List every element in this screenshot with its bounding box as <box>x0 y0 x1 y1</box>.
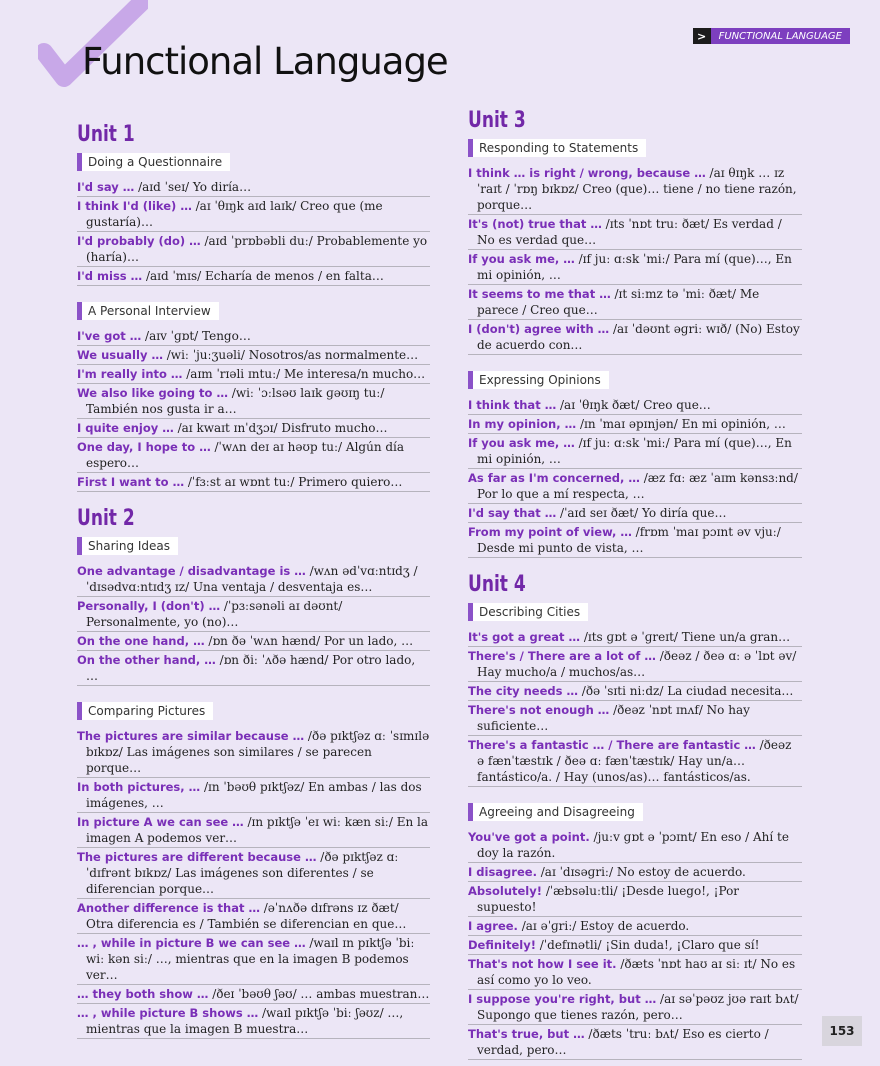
phrase-translation: /aɪ əˈɡriː/ Estoy de acuerdo. <box>517 919 690 933</box>
phrase-entry <box>77 562 430 597</box>
phrase-entry <box>468 469 802 504</box>
phrase-text: I'd miss … <box>77 269 143 283</box>
phrase-text: I disagree. <box>468 865 537 879</box>
phrase-translation: /wiː ˈɔːlsəʊ laɪk ɡəʊɪŋ tuː/ También nos gusta ir a… <box>86 386 385 416</box>
phrase-translation: /ðeɪ ˈbəʊθ ʃəʊ/ … ambas muestran… <box>208 987 430 1001</box>
phrase-text: I quite enjoy … <box>77 421 174 435</box>
phrase-translation: /ɒn ðiː ˈʌðə hænd/ Por otro lado, … <box>86 653 416 683</box>
page-title: Functional Language <box>82 40 448 83</box>
phrase-entry <box>77 813 430 848</box>
phrase-translation: /ɪf juː ɑːsk ˈmiː/ Para mí (que)…, En mi opinión, … <box>477 252 792 282</box>
phrase-entry <box>468 955 802 990</box>
phrase-text: In both pictures, … <box>77 780 201 794</box>
phrase-entry <box>77 597 430 632</box>
phrase-translation: /aɪ ˈθɪŋk ðæt/ Creo que… <box>556 398 711 412</box>
phrase-translation: /ɪts ɡɒt ə ˈɡreɪt/ Tiene un/a gran… <box>580 630 791 644</box>
phrase-translation: /ðeəz / ðeə ɑː ə ˈlɒt əv/ Hay mucho/a / muchos/as… <box>477 649 797 679</box>
phrase-translation: /aɪv ˈɡɒt/ Tengo… <box>141 329 251 343</box>
phrase-text: I'm really into … <box>77 367 183 381</box>
phrase-translation: /ˈfɜːst aɪ wɒnt tuː/ Primero quiero… <box>184 475 403 489</box>
phrase-entry <box>77 632 430 651</box>
phrase-text: First I want to … <box>77 475 185 489</box>
phrase-translation: /ɪn ˈmaɪ əpɪnjən/ En mi opinión, … <box>576 417 786 431</box>
phrase-translation: /aɪ səˈpəʊz jʊə raɪt bʌt/ Supongo que tienes razón, pero… <box>477 992 799 1022</box>
phrase-entry <box>468 1025 802 1060</box>
phrase-text: I suppose you're right, but … <box>468 992 657 1006</box>
section-group <box>468 601 802 1060</box>
phrase-entry <box>77 985 430 1004</box>
phrase-text: The pictures are similar because … <box>77 729 305 743</box>
phrase-translation: /aɪ ˈθɪŋk aɪd laɪk/ Creo que (me gustaría)… <box>86 199 383 229</box>
phrase-entry <box>468 215 802 250</box>
section-label: Doing a Questionnaire <box>77 153 230 171</box>
phrase-entry <box>468 863 802 882</box>
phrase-text: That's not how I see it. <box>468 957 617 971</box>
phrase-entry <box>77 346 430 365</box>
unit-heading: Unit 1 <box>77 122 135 147</box>
phrase-text: If you ask me, … <box>468 252 575 266</box>
phrase-text: We also like going to … <box>77 386 228 400</box>
phrase-entry <box>77 438 430 473</box>
phrase-translation: /aɪd ˈmɪs/ Echaría de menos / en falta… <box>142 269 384 283</box>
phrase-entry <box>77 384 430 419</box>
section-label: Agreeing and Disagreeing <box>468 803 643 821</box>
phrase-entry <box>468 701 802 736</box>
phrase-translation: /waɪl pɪktʃə ˈbiː ʃəʊz/ …, mientras que la imagen B muestra… <box>86 1006 404 1036</box>
phrase-text: The city needs … <box>468 684 578 698</box>
phrase-entry <box>77 727 430 778</box>
phrase-text: It's got a great … <box>468 630 581 644</box>
phrase-translation: /aɪm ˈrɪəli ɪntuː/ Me interesa/n mucho… <box>182 367 426 381</box>
chevron-right-icon: > <box>693 28 711 44</box>
phrase-entry <box>468 250 802 285</box>
phrase-entry <box>77 232 430 267</box>
phrase-entry <box>77 934 430 985</box>
phrase-text: I think … is right / wrong, because … <box>468 166 706 180</box>
phrase-entry <box>468 828 802 863</box>
phrase-text: … , while in picture B we can see … <box>77 936 306 950</box>
phrase-text: I (don't) agree with … <box>468 322 610 336</box>
phrase-entry <box>77 899 430 934</box>
phrase-text: I agree. <box>468 919 518 933</box>
phrase-translation: /waɪl ɪn pɪktʃə ˈbiː wiː kən siː/ …, mientras que en la imagen B podemos ver… <box>86 936 415 982</box>
phrase-entry <box>468 990 802 1025</box>
phrase-entry <box>468 396 802 415</box>
phrase-translation: /aɪd ˈprɒbəbli duː/ Probablemente yo (haría)… <box>86 234 428 264</box>
section-tag <box>693 28 850 44</box>
phrase-translation: /ðə ˈsɪti niːdz/ La ciudad necesita… <box>577 684 794 698</box>
phrase-entry <box>468 285 802 320</box>
phrase-entry <box>468 628 802 647</box>
phrase-translation: /ðeəz ˈnɒt ɪnʌf/ No hay suficiente… <box>477 703 750 733</box>
phrase-text: From my point of view, … <box>468 525 632 539</box>
phrase-entry <box>468 504 802 523</box>
phrase-translation: /ðæts ˈnɒt haʊ aɪ siː ɪt/ No es así como yo lo veo. <box>477 957 796 987</box>
phrase-translation: /aɪd ˈseɪ/ Yo diría… <box>134 180 252 194</box>
section-label: Comparing Pictures <box>77 702 213 720</box>
phrase-text: On the other hand, … <box>77 653 216 667</box>
phrase-text: I think that … <box>468 398 557 412</box>
phrase-translation: /frɒm ˈmaɪ pɔɪnt əv vjuː/ Desde mi punto de vista, … <box>477 525 781 555</box>
phrase-entry <box>77 778 430 813</box>
phrase-entry <box>468 320 802 355</box>
phrase-text: One advantage / disadvantage is … <box>77 564 306 578</box>
phrase-text: … they both show … <box>77 987 209 1001</box>
phrase-entry <box>468 917 802 936</box>
phrase-translation: /ˈdefɪnətli/ ¡Sin duda!, ¡Claro que sí! <box>535 938 760 952</box>
phrase-entry <box>468 647 802 682</box>
section-group <box>77 151 430 492</box>
phrase-text: Definitely! <box>468 938 536 952</box>
unit-heading: Unit 2 <box>77 506 135 531</box>
phrase-text: I'd probably (do) … <box>77 234 201 248</box>
phrase-text: There's not enough … <box>468 703 610 717</box>
section-group <box>77 535 430 1039</box>
phrase-translation: /ðə pɪktʃəz ɑː ˈdɪfrənt bɪkɒz/ Las imágenes son diferentes / se diferencian porque… <box>86 850 399 896</box>
phrase-entry <box>77 651 430 686</box>
page-number: 153 <box>822 1016 862 1046</box>
phrase-translation: /wiː ˈjuːʒuəli/ Nosotros/as normalmente… <box>162 348 419 362</box>
phrase-text: One day, I hope to … <box>77 440 211 454</box>
section-label: Expressing Opinions <box>468 371 609 389</box>
phrase-text: In picture A we can see … <box>77 815 244 829</box>
phrase-text: Personally, I (don't) … <box>77 599 221 613</box>
phrase-text: I think I'd (like) … <box>77 199 192 213</box>
phrase-text: There's a fantastic … / There are fantastic … <box>468 738 756 752</box>
section-label: Sharing Ideas <box>77 537 178 555</box>
phrase-entry <box>77 473 430 492</box>
phrase-translation: /əˈnʌðə dɪfrəns ɪz ðæt/ Otra diferencia es / También se diferencian en que… <box>86 901 407 931</box>
phrase-entry <box>77 197 430 232</box>
phrase-text: Absolutely! <box>468 884 542 898</box>
phrase-translation: /aɪ ˈdɪsəɡriː/ No estoy de acuerdo. <box>536 865 746 879</box>
phrase-text: On the one hand, … <box>77 634 205 648</box>
phrase-text: There's / There are a lot of … <box>468 649 656 663</box>
phrase-entry <box>468 164 802 215</box>
phrase-text: That's true, but … <box>468 1027 585 1041</box>
phrase-entry <box>468 736 802 787</box>
phrase-translation: /ðə pɪktʃəz ɑː ˈsɪmɪlə bɪkɒz/ Las imágenes son similares / se parecen porque… <box>86 729 430 775</box>
phrase-translation: /ɪn pɪktʃə ˈeɪ wiː kæn siː/ En la imagen A podemos ver… <box>86 815 429 845</box>
section-tag-label: FUNCTIONAL LANGUAGE <box>711 28 850 44</box>
section-label: Describing Cities <box>468 603 588 621</box>
phrase-entry <box>77 267 430 286</box>
phrase-text: You've got a point. <box>468 830 590 844</box>
phrase-text: Another difference is that … <box>77 901 260 915</box>
phrase-entry <box>468 523 802 558</box>
phrase-text: The pictures are different because … <box>77 850 317 864</box>
phrase-text: I'd say … <box>77 180 135 194</box>
phrase-translation: /ˈaɪd seɪ ðæt/ Yo diría que… <box>556 506 727 520</box>
phrase-entry <box>468 882 802 917</box>
phrase-translation: /ɒn ðə ˈwʌn hænd/ Por un lado, … <box>204 634 414 648</box>
phrase-translation: /ðeəz ə fænˈtæstɪk / ðeə ɑː fænˈtæstɪk/ Hay un/a… fantástico/a. / Hay (unos/as)… fantásticos/as. <box>477 738 792 784</box>
right-column <box>468 108 802 1060</box>
unit-heading: Unit 4 <box>468 572 526 597</box>
phrase-text: If you ask me, … <box>468 436 575 450</box>
unit-heading: Unit 3 <box>468 108 526 133</box>
section-label: Responding to Statements <box>468 139 646 157</box>
phrase-translation: /wʌn ədˈvɑːntɪdʒ / ˈdɪsədvɑːntɪdʒ ɪz/ Una ventaja / desventaja es… <box>86 564 418 594</box>
phrase-text: … , while picture B shows … <box>77 1006 259 1020</box>
section-label: A Personal Interview <box>77 302 219 320</box>
phrase-translation: /ɪn ˈbəʊθ pɪktʃəz/ En ambas / las dos imágenes, … <box>86 780 422 810</box>
phrase-text: We usually … <box>77 348 163 362</box>
phrase-text: As far as I'm concerned, … <box>468 471 640 485</box>
phrase-entry <box>468 682 802 701</box>
phrase-translation: /aɪ kwaɪt ɪnˈdʒɔɪ/ Disfruto mucho… <box>173 421 388 435</box>
phrase-entry <box>77 327 430 346</box>
phrase-translation: /aɪ ˈdəʊnt əɡriː wɪð/ (No) Estoy de acuerdo con… <box>477 322 800 352</box>
phrase-entry <box>468 936 802 955</box>
phrase-translation: /ðæts ˈtruː bʌt/ Eso es cierto / verdad, pero… <box>477 1027 769 1057</box>
phrase-entry <box>77 1004 430 1039</box>
phrase-text: It's (not) true that … <box>468 217 602 231</box>
phrase-translation: /ɪts ˈnɒt truː ðæt/ Es verdad / No es verdad que… <box>477 217 782 247</box>
phrase-translation: /ˈpɜːsənəli aɪ dəʊnt/ Personalmente, yo (no)… <box>86 599 343 629</box>
phrase-text: I've got … <box>77 329 142 343</box>
left-column <box>77 122 430 1039</box>
phrase-translation: /ɪf juː ɑːsk ˈmiː/ Para mí (que)…, En mi opinión, … <box>477 436 792 466</box>
phrase-translation: /ɪt siːmz tə ˈmiː ðæt/ Me parece / Creo que… <box>477 287 760 317</box>
phrase-text: I'd say that … <box>468 506 557 520</box>
phrase-translation: /aɪ θɪŋk … ɪz ˈraɪt / ˈrɒŋ bɪkɒz/ Creo (que)… tiene / no tiene razón, porque… <box>477 166 797 212</box>
phrase-translation: /ˈæbsəluːtli/ ¡Desde luego!, ¡Por supuesto! <box>477 884 740 914</box>
phrase-entry <box>77 365 430 384</box>
phrase-entry <box>77 419 430 438</box>
phrase-translation: /æz fɑː æz ˈaɪm kənsɜːnd/ Por lo que a mí respecta, … <box>477 471 798 501</box>
phrase-entry <box>77 178 430 197</box>
phrase-translation: /juːv ɡɒt ə ˈpɔɪnt/ En eso / Ahí te doy la razón. <box>477 830 789 860</box>
phrase-text: In my opinion, … <box>468 417 577 431</box>
phrase-translation: /ˈwʌn deɪ aɪ həʊp tuː/ Algún día espero… <box>86 440 405 470</box>
phrase-text: It seems to me that … <box>468 287 611 301</box>
section-group <box>468 137 802 558</box>
phrase-entry <box>468 415 802 434</box>
phrase-entry <box>77 848 430 899</box>
phrase-entry <box>468 434 802 469</box>
